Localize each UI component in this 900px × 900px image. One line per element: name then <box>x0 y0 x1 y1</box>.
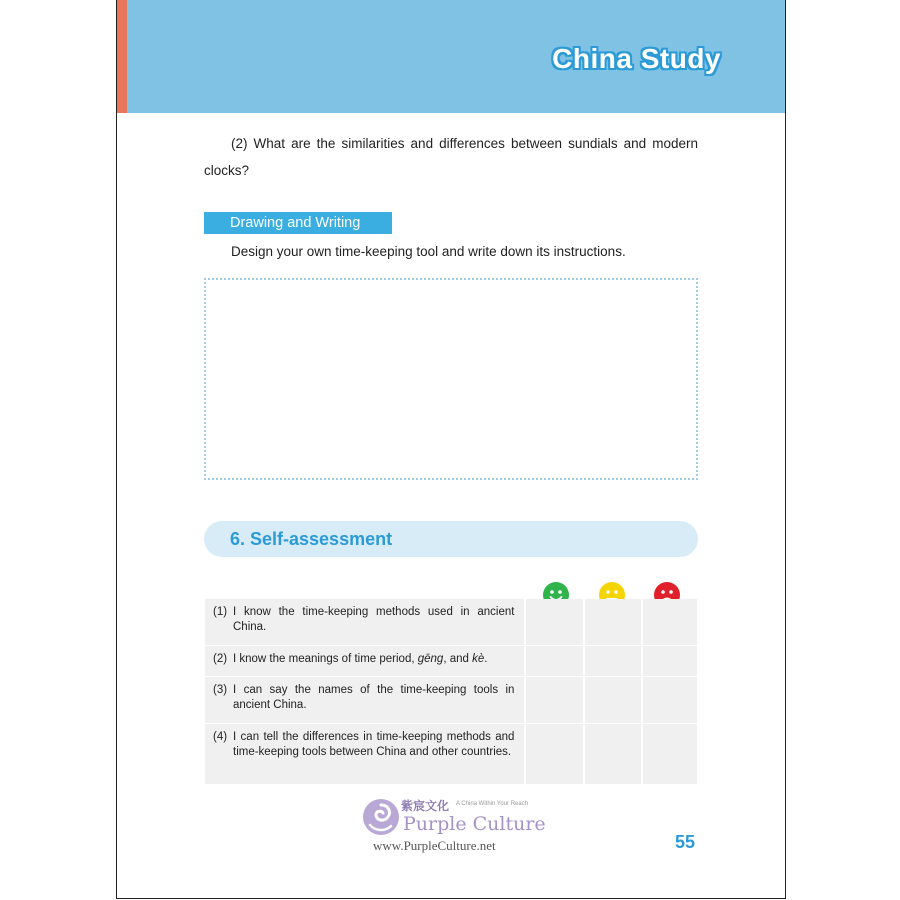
rating-cell-neutral[interactable] <box>583 677 639 723</box>
table-row <box>205 724 697 785</box>
pinyin-ke: kè <box>472 653 485 665</box>
statement-cell <box>205 646 522 676</box>
rating-cell-sad[interactable] <box>641 677 697 723</box>
header-banner <box>117 0 785 113</box>
rating-cell-neutral[interactable] <box>583 599 639 645</box>
rating-cell-happy[interactable] <box>524 677 580 723</box>
rating-cell-neutral[interactable] <box>583 724 639 784</box>
drawing-instruction: Design your own time-keeping tool and write down its instructions. <box>231 244 626 259</box>
table-row <box>205 646 697 677</box>
rating-cell-happy[interactable] <box>524 646 580 676</box>
watermark-url: www.PurpleCulture.net <box>373 838 496 853</box>
statement-number: (4) <box>213 731 228 743</box>
banner-title: China Study <box>552 43 721 74</box>
watermark-brand: Purple Culture <box>403 813 546 835</box>
statement-number: (3) <box>213 684 228 696</box>
banner-accent-stripe <box>117 0 127 113</box>
rating-cell-neutral[interactable] <box>583 646 639 676</box>
drawing-area[interactable] <box>204 278 698 480</box>
statement-text: I can say the names of the time-keeping tools in ancient China. <box>233 684 515 711</box>
statement-cell <box>205 677 522 723</box>
rating-cell-sad[interactable] <box>641 599 697 645</box>
drawing-section-label: Drawing and Writing <box>204 212 392 234</box>
textbook-page <box>116 0 786 899</box>
purple-culture-logo-icon <box>361 795 401 839</box>
statement-cell <box>205 724 522 784</box>
self-assessment-table <box>205 599 697 785</box>
statement-text: I know the meanings of time period, gēng, and kè. <box>233 653 488 665</box>
watermark-chinese: 紫宸文化 <box>401 799 450 813</box>
statement-number: (2) <box>213 653 228 665</box>
pinyin-geng: gēng <box>417 653 444 665</box>
watermark-tagline: A China Within Your Reach <box>456 801 529 807</box>
table-row <box>205 599 697 646</box>
statement-number: (1) <box>213 606 228 618</box>
statement-text: I can tell the differences in time-keeping methods and time-keeping tools between China and other countries. <box>233 731 515 758</box>
rating-cell-sad[interactable] <box>641 646 697 676</box>
statement-cell <box>205 599 522 645</box>
page-number: 55 <box>675 832 696 852</box>
statement-text: I know the time-keeping methods used in ancient China. <box>233 606 515 633</box>
question-text: (2) What are the similarities and differences between sundials and modern clocks? <box>204 136 698 178</box>
self-assessment-title: 6. Self-assessment <box>230 529 393 549</box>
rating-cell-happy[interactable] <box>524 599 580 645</box>
rating-cell-sad[interactable] <box>641 724 697 784</box>
rating-cell-happy[interactable] <box>524 724 580 784</box>
purple-culture-watermark <box>361 795 546 857</box>
table-row <box>205 677 697 724</box>
self-assessment-heading-bar <box>204 521 698 557</box>
